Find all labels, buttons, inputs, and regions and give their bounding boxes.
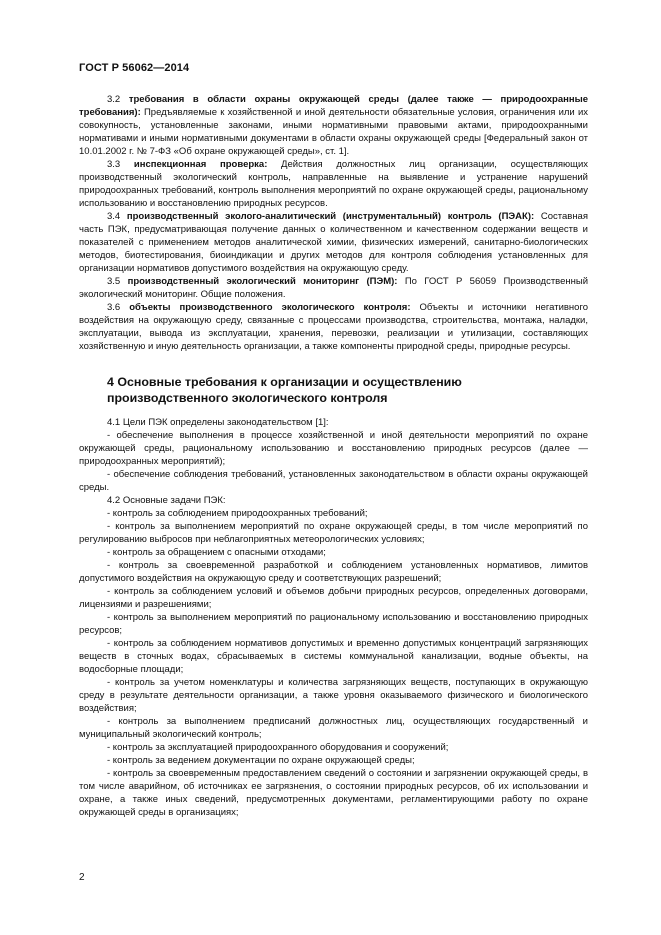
list-item: - контроль за эксплуатацией природоохранного оборудования и сооружений; — [107, 742, 449, 753]
definition-term: производственный эколого-аналитический (инструментальный) контроль (ПЭАК): — [126, 211, 535, 222]
list-item: - контроль за своевременной разработкой и соблюдением установленных нормативов, лимитов допустимого воздействия на окружающую среду и соответствующих разрешений; — [79, 560, 588, 584]
definition-number: 3.3 — [107, 159, 121, 170]
list-item: - контроль за выполнением мероприятий по рациональному использованию и восстановлению природных ресурсов; — [79, 612, 588, 636]
list-item: - контроль за выполнением предписаний должностных лиц, осуществляющих государственный и муниципальный экологический контроль; — [79, 716, 588, 740]
list-item: - контроль за выполнением мероприятий по охране окружающей среды, в том числе мероприятий по регулированию выбросов при неблагоприятных метеорологических условиях; — [79, 521, 588, 545]
page-number: 2 — [79, 872, 85, 883]
definition-term: производственный экологический мониторинг (ПЭМ): — [127, 276, 398, 287]
definition-term: требования в области охраны окружающей среды (далее также — природоохранные требования): — [79, 94, 588, 118]
paragraph-4-1: 4.1 Цели ПЭК определены законодательством [1]: — [107, 417, 329, 428]
definition-term: объекты производственного экологического контроля: — [129, 302, 411, 313]
list-item: - обеспечение выполнения в процессе хозяйственной и иной деятельности мероприятий по охране окружающей среды, рациональному использованию и восстановлению природных ресурсов (далее — природоохранных мероприятий); — [79, 430, 588, 467]
definition-term: инспекционная проверка: — [133, 159, 268, 170]
definition-text: Составная часть ПЭК, предусматривающая получение данных о количественном и качественном содержании веществ и показателей с применением методов аналитической химии, физических измерений, санитарно-биологических методов, биотестирования, биоиндикации и других методов для контроля соблюдения установленных для организации нормативов допустимого воздействия на окружающую среду. — [79, 211, 588, 274]
list-item: - контроль за ведением документации по охране окружающей среды; — [107, 755, 415, 766]
definition-3-5 — [79, 275, 588, 301]
definition-text: По ГОСТ Р 56059 Производственный экологический мониторинг. Общие положения. — [79, 276, 589, 300]
section-title-line-2: производственного экологического контроля — [107, 391, 388, 405]
document-header: ГОСТ Р 56062—2014 — [79, 62, 190, 74]
definition-number: 3.2 — [107, 94, 121, 105]
definition-3-6 — [79, 301, 588, 353]
definition-text: Действия должностных лиц организации, осуществляющих производственный экологический контроль, направленные на выявление и устранение нарушений природоохранных требований, контроль выполнения мероприятий по охране окружающей среды, рациональному использованию и восстановлению природных ресурсов. — [79, 159, 589, 209]
definition-3-3 — [79, 158, 588, 210]
section-title-line-1: 4 Основные требования к организации и осуществлению — [107, 375, 462, 389]
definition-text: Предъявляемые к хозяйственной и иной деятельности обязательные условия, ограничения или их совокупность, установленные законами, иными нормативными правовыми актами, природоохранными нормативами и иными нормативными документами в области охраны окружающей среды [Федеральный закон от 10.01.2002 г. № 7-ФЗ «Об охране окружающей среды», ст. 1]. — [79, 107, 588, 157]
section-4-title — [79, 374, 588, 406]
list-item: - контроль за учетом номенклатуры и количества загрязняющих веществ, поступающих в окружающую среду в результате деятельности организации, а также уровня оказываемого физического и биологического воздействия; — [79, 677, 588, 714]
list-item: - контроль за соблюдением нормативов допустимых и временно допустимых концентраций загрязняющих веществ в сточных водах, сбрасываемых в системы коммунальной канализации, водные объекты, на водосборные площади; — [79, 638, 588, 675]
definition-text: Объекты и источники негативного воздействия на окружающую среду, связанные с процессами производства, строительства, монтажа, наладки, эксплуатации, вывода из эксплуатации, хранения, перевозки, реализации и утилизации, составляющих хозяйственную и иную деятельность организации, а также компоненты природной среды, природные ресурсы. — [79, 302, 589, 352]
definition-3-2 — [79, 93, 588, 158]
definition-number: 3.4 — [107, 211, 121, 222]
list-item: - контроль за обращением с опасными отходами; — [107, 547, 326, 558]
paragraph-4-2: 4.2 Основные задачи ПЭК: — [107, 495, 226, 506]
definition-3-4 — [79, 210, 588, 275]
definition-number: 3.6 — [107, 302, 121, 313]
list-item: - контроль за своевременным предоставлением сведений о состоянии и загрязнении окружающей среды, в том числе аварийном, об источниках ее загрязнения, о состоянии природных ресурсов, об их использовании и охране, а также иных сведений, предусмотренных документами, регламентирующими работу по охране окружающей среды в организациях; — [79, 768, 588, 818]
list-item: - обеспечение соблюдения требований, установленных законодательством в области охраны окружающей среды. — [79, 469, 588, 493]
definition-number: 3.5 — [107, 276, 121, 287]
list-item: - контроль за соблюдением природоохранных требований; — [107, 508, 368, 519]
document-body — [79, 93, 588, 819]
list-item: - контроль за соблюдением условий и объемов добычи природных ресурсов, определенных договорами, лицензиями и разрешениями; — [79, 586, 588, 610]
